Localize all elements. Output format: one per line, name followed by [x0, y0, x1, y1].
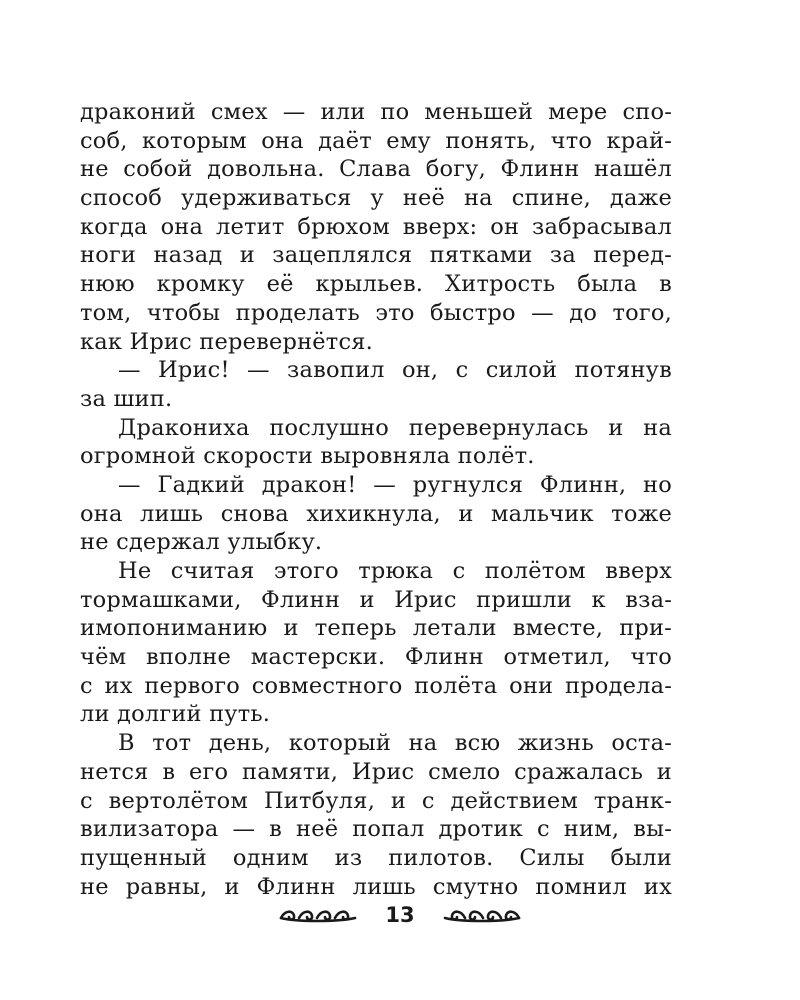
wave-ornament-left-icon — [277, 904, 359, 926]
text-line: драконий смех — или по меньшей мере спо- — [80, 99, 672, 125]
text-line: имопониманию и теперь летали вместе, при- — [80, 615, 672, 642]
page-number: 13 — [385, 903, 415, 927]
text-line: нюю кромку её крыльев. Хитрость была в — [80, 271, 672, 298]
text-line: Дракониха послушно перевернулась и на — [118, 414, 672, 441]
text-line: не сдержал улыбку. — [80, 529, 323, 556]
text-line: пущенный одним из пилотов. Силы были — [80, 844, 672, 871]
text-line: нется в его памяти, Ирис смело сражалась и — [80, 758, 672, 785]
page-footer — [0, 898, 800, 932]
text-line: как Ирис перевернётся. — [80, 328, 373, 355]
paragraph — [80, 557, 672, 729]
paragraph — [80, 471, 672, 557]
body-text — [80, 98, 672, 901]
text-line: с вертолётом Питбуля, и с действием транк- — [80, 787, 672, 814]
text-line: способ удерживаться у неё на спине, даже — [80, 185, 672, 212]
text-line: огромной скорости выровняла полёт. — [80, 443, 535, 470]
text-line: соб, которым она даёт ему понять, что край- — [80, 127, 672, 154]
text-line: за шип. — [80, 385, 173, 412]
text-line: чём вполне мастерски. Флинн отметил, что — [80, 644, 672, 671]
text-line: не равны, и Флинн лишь смутно помнил их — [80, 873, 672, 900]
text-line: она лишь снова хихикнула, и мальчик тоже — [80, 500, 672, 527]
paragraph — [80, 414, 672, 471]
text-line: когда она летит брюхом вверх: он забрасывал — [80, 213, 672, 240]
paragraph — [80, 729, 672, 901]
text-line: Не считая этого трюка с полётом вверх — [118, 558, 672, 584]
text-line: тормашками, Флинн и Ирис пришли к вза- — [80, 586, 672, 613]
text-line: с их первого совместного полёта они продела- — [80, 672, 672, 699]
text-line: ли долгий путь. — [80, 701, 271, 728]
paragraph — [80, 356, 672, 413]
text-line: ноги назад и зацеплялся пятками за перед- — [80, 242, 672, 269]
text-line: не собой довольна. Слава богу, Флинн нашёл — [80, 156, 672, 183]
paragraph — [80, 98, 672, 356]
text-line: — Ирис! — завопил он, с силой потянув — [118, 357, 672, 384]
text-line: вилизатора — в неё попал дротик с ним, вы- — [80, 816, 672, 843]
text-line: В тот день, который на всю жизнь оста- — [118, 730, 672, 757]
text-line: том, чтобы проделать это быстро — до того, — [80, 299, 672, 326]
text-line: — Гадкий дракон! — ругнулся Флинн, но — [118, 471, 672, 498]
wave-ornament-right-icon — [441, 904, 523, 926]
